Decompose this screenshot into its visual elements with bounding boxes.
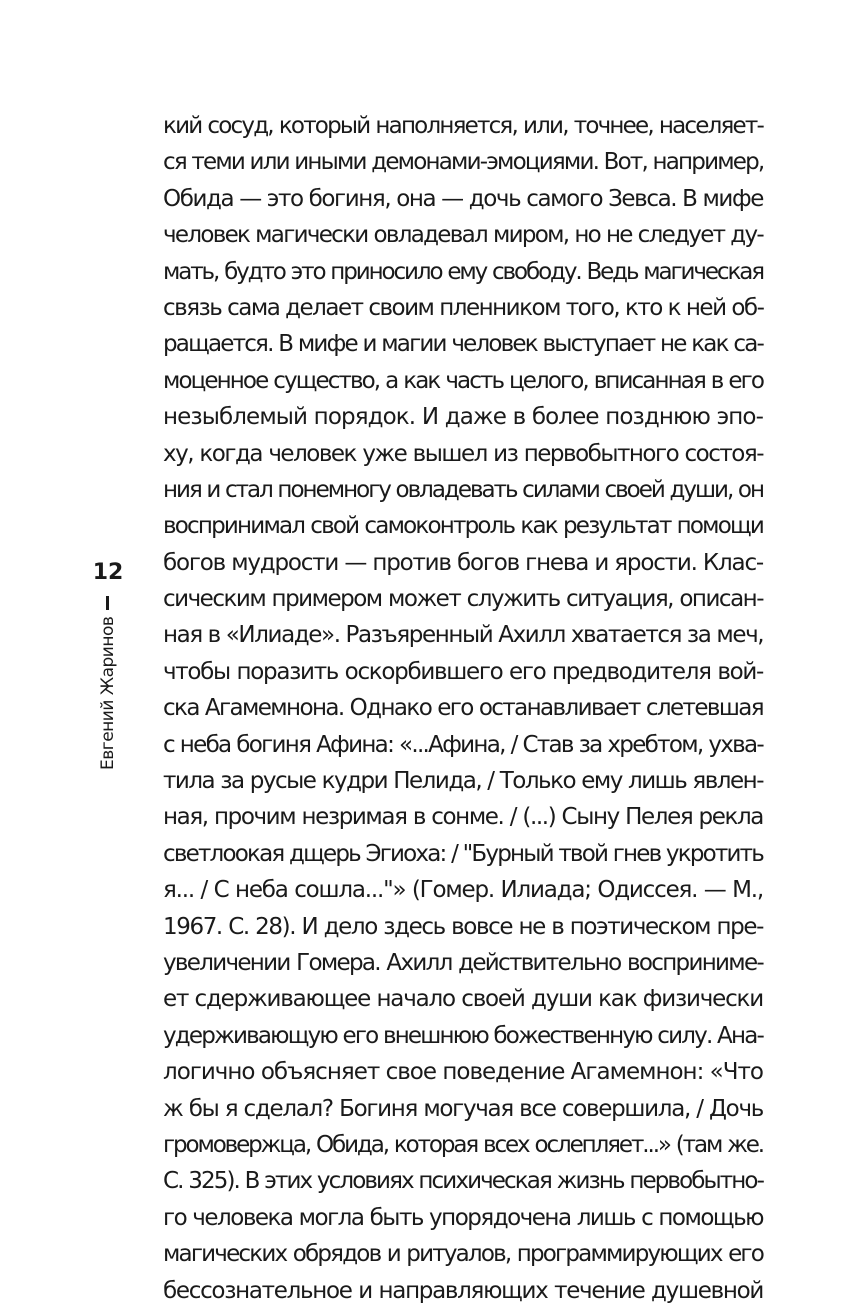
text-line: Обида — это богиня, она — дочь самого Зевса. В мифе [163, 185, 763, 212]
page-margin [88, 560, 128, 780]
text-line: удерживающую его внешнюю божественную силу. Ана- [163, 1022, 763, 1049]
text-line: человек магически овладевал миром, но не следует ду- [163, 222, 763, 249]
text-line: с неба богиня Афина: «...Афина, / Став за хребтом, ухва- [163, 731, 763, 758]
text-line: бессознательное и направляющих течение душевной [163, 1277, 763, 1304]
text-line: ху, когда человек уже вышел из первобытного состоя- [163, 440, 763, 467]
text-line: моценное существо, а как часть целого, вписанная в его [163, 367, 763, 394]
page-number: 12 [92, 560, 124, 585]
text-line: С. 325). В этих условиях психическая жизнь первобытно- [163, 1168, 763, 1195]
running-author: Евгений Жаринов [98, 616, 118, 770]
text-line: ся теми или иными демонами-эмоциями. Вот, например, [163, 149, 764, 176]
text-line: воспринимал свой самоконтроль как результат помощи [163, 513, 763, 540]
text-line: ная в «Илиаде». Разъяренный Ахилл хватается за меч, [163, 622, 764, 649]
text-line: богов мудрости — против богов гнева и ярости. Клас- [163, 549, 763, 576]
text-line: магических обрядов и ритуалов, программирующих его [163, 1241, 763, 1268]
text-line: ет сдерживающее начало своей души как физически [163, 986, 763, 1013]
text-line: незыблемый порядок. И даже в более позднюю эпо- [163, 404, 763, 431]
text-line: 1967. С. 28). И дело здесь вовсе не в поэтическом пре- [163, 913, 763, 940]
text-line: светлоокая дщерь Эгиоха: / "Бурный твой гнев укротить [163, 840, 763, 867]
text-line: ска Агамемнона. Однако его останавливает слетевшая [163, 695, 763, 722]
margin-divider [106, 596, 109, 610]
text-line: ращается. В мифе и магии человек выступает не как са- [163, 331, 763, 358]
text-line: ж бы я сделал? Богиня могучая все совершила, / Дочь [163, 1095, 763, 1122]
text-line: сическим примером может служить ситуация, описан- [163, 586, 763, 613]
text-line: логично объясняет свое поведение Агамемнон: «Что [163, 1059, 763, 1086]
text-line: тила за русые кудри Пелида, / Только ему лишь явлен- [163, 768, 763, 795]
text-line: громовержца, Обида, которая всех ослепляет...» (там же. [163, 1131, 763, 1158]
text-line: го человека могла быть упорядочена лишь с помощью [163, 1204, 763, 1231]
text-line: мать, будто это приносило ему свободу. Ведь магическая [163, 258, 763, 285]
text-line: ния и стал понемногу овладевать силами своей души, он [163, 476, 763, 503]
text-line: связь сама делает своим пленником того, кто к ней об- [163, 294, 764, 321]
text-line: ная, прочим незримая в сонме. / (...) Сыну Пелея рекла [163, 804, 763, 831]
text-line: увеличении Гомера. Ахилл действительно восприниме- [163, 949, 763, 976]
text-line: я... / С неба сошла..."» (Гомер. Илиада; Одиссея. — М., [163, 877, 763, 904]
text-line: кий сосуд, который наполняется, или, точнее, населяет- [163, 113, 763, 139]
text-line: чтобы поразить оскорбившего его предводителя вой- [163, 658, 763, 685]
body-text [163, 108, 763, 1309]
